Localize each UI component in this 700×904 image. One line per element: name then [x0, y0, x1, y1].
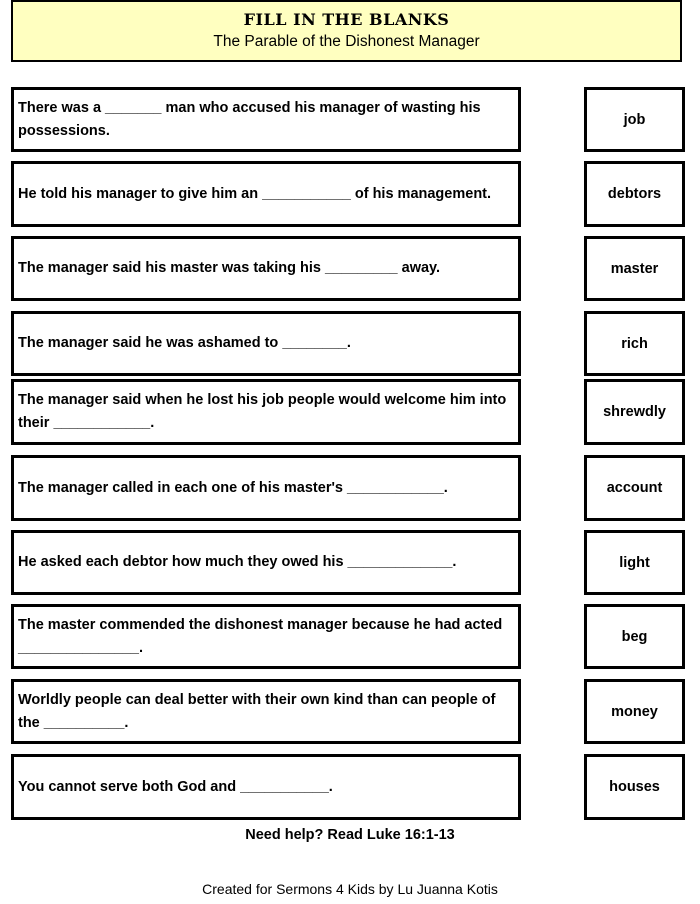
word-bank-word: job [623, 111, 646, 128]
word-bank-box [584, 236, 685, 301]
question-box [11, 679, 521, 744]
question-box [11, 379, 521, 445]
word-bank-word: shrewdly [603, 404, 666, 420]
question-box [11, 87, 521, 152]
question-box [11, 236, 521, 301]
question-text: He asked each debtor how much they owed his _____________. [18, 554, 457, 570]
question-box [11, 311, 521, 376]
word-bank-word: rich [621, 335, 648, 352]
question-text: The manager said when he lost his job people would welcome him into their ____________. [18, 392, 507, 431]
word-bank-box [584, 455, 685, 521]
word-bank-word: houses [609, 779, 660, 795]
question-box [11, 455, 521, 521]
word-bank-word: beg [621, 628, 648, 645]
word-bank-word: account [606, 480, 663, 496]
word-bank-box [584, 604, 685, 669]
word-bank-box [584, 87, 685, 152]
question-text: The manager called in each one of his master's ____________. [18, 479, 448, 496]
worksheet-subtitle: The Parable of the Dishonest Manager [213, 33, 480, 50]
question-text: The manager said his master was taking his _________ away. [18, 260, 441, 276]
word-bank-word: master [610, 260, 659, 277]
word-bank-word: light [619, 554, 650, 571]
word-bank-box [584, 754, 685, 820]
question-text: The master commended the dishonest manager because he had acted _______________. [18, 616, 503, 656]
worksheet-title: FILL IN THE BLANKS [243, 10, 450, 29]
question-box [11, 754, 521, 820]
worksheet-header [11, 0, 682, 62]
question-text: Worldly people can deal better with their own kind than can people of the __________. [18, 691, 496, 731]
question-box [11, 604, 521, 669]
question-text: There was a _______ man who accused his manager of wasting his possessions. [18, 99, 481, 139]
question-box [11, 161, 521, 227]
word-bank-box [584, 161, 685, 227]
word-bank-box [584, 530, 685, 595]
question-text: The manager said he was ashamed to ________. [18, 335, 351, 351]
word-bank-box [584, 311, 685, 376]
question-text: He told his manager to give him an ___________ of his management. [18, 185, 492, 202]
word-bank-box [584, 679, 685, 744]
question-box [11, 530, 521, 595]
word-bank-box [584, 379, 685, 445]
help-note: Need help? Read Luke 16:1-13 [245, 827, 455, 843]
question-text: You cannot serve both God and ___________. [18, 778, 333, 795]
word-bank-word: debtors [607, 186, 662, 202]
word-bank-word: money [611, 703, 658, 720]
credit-line: Created for Sermons 4 Kids by Lu Juanna Kotis [202, 881, 498, 897]
